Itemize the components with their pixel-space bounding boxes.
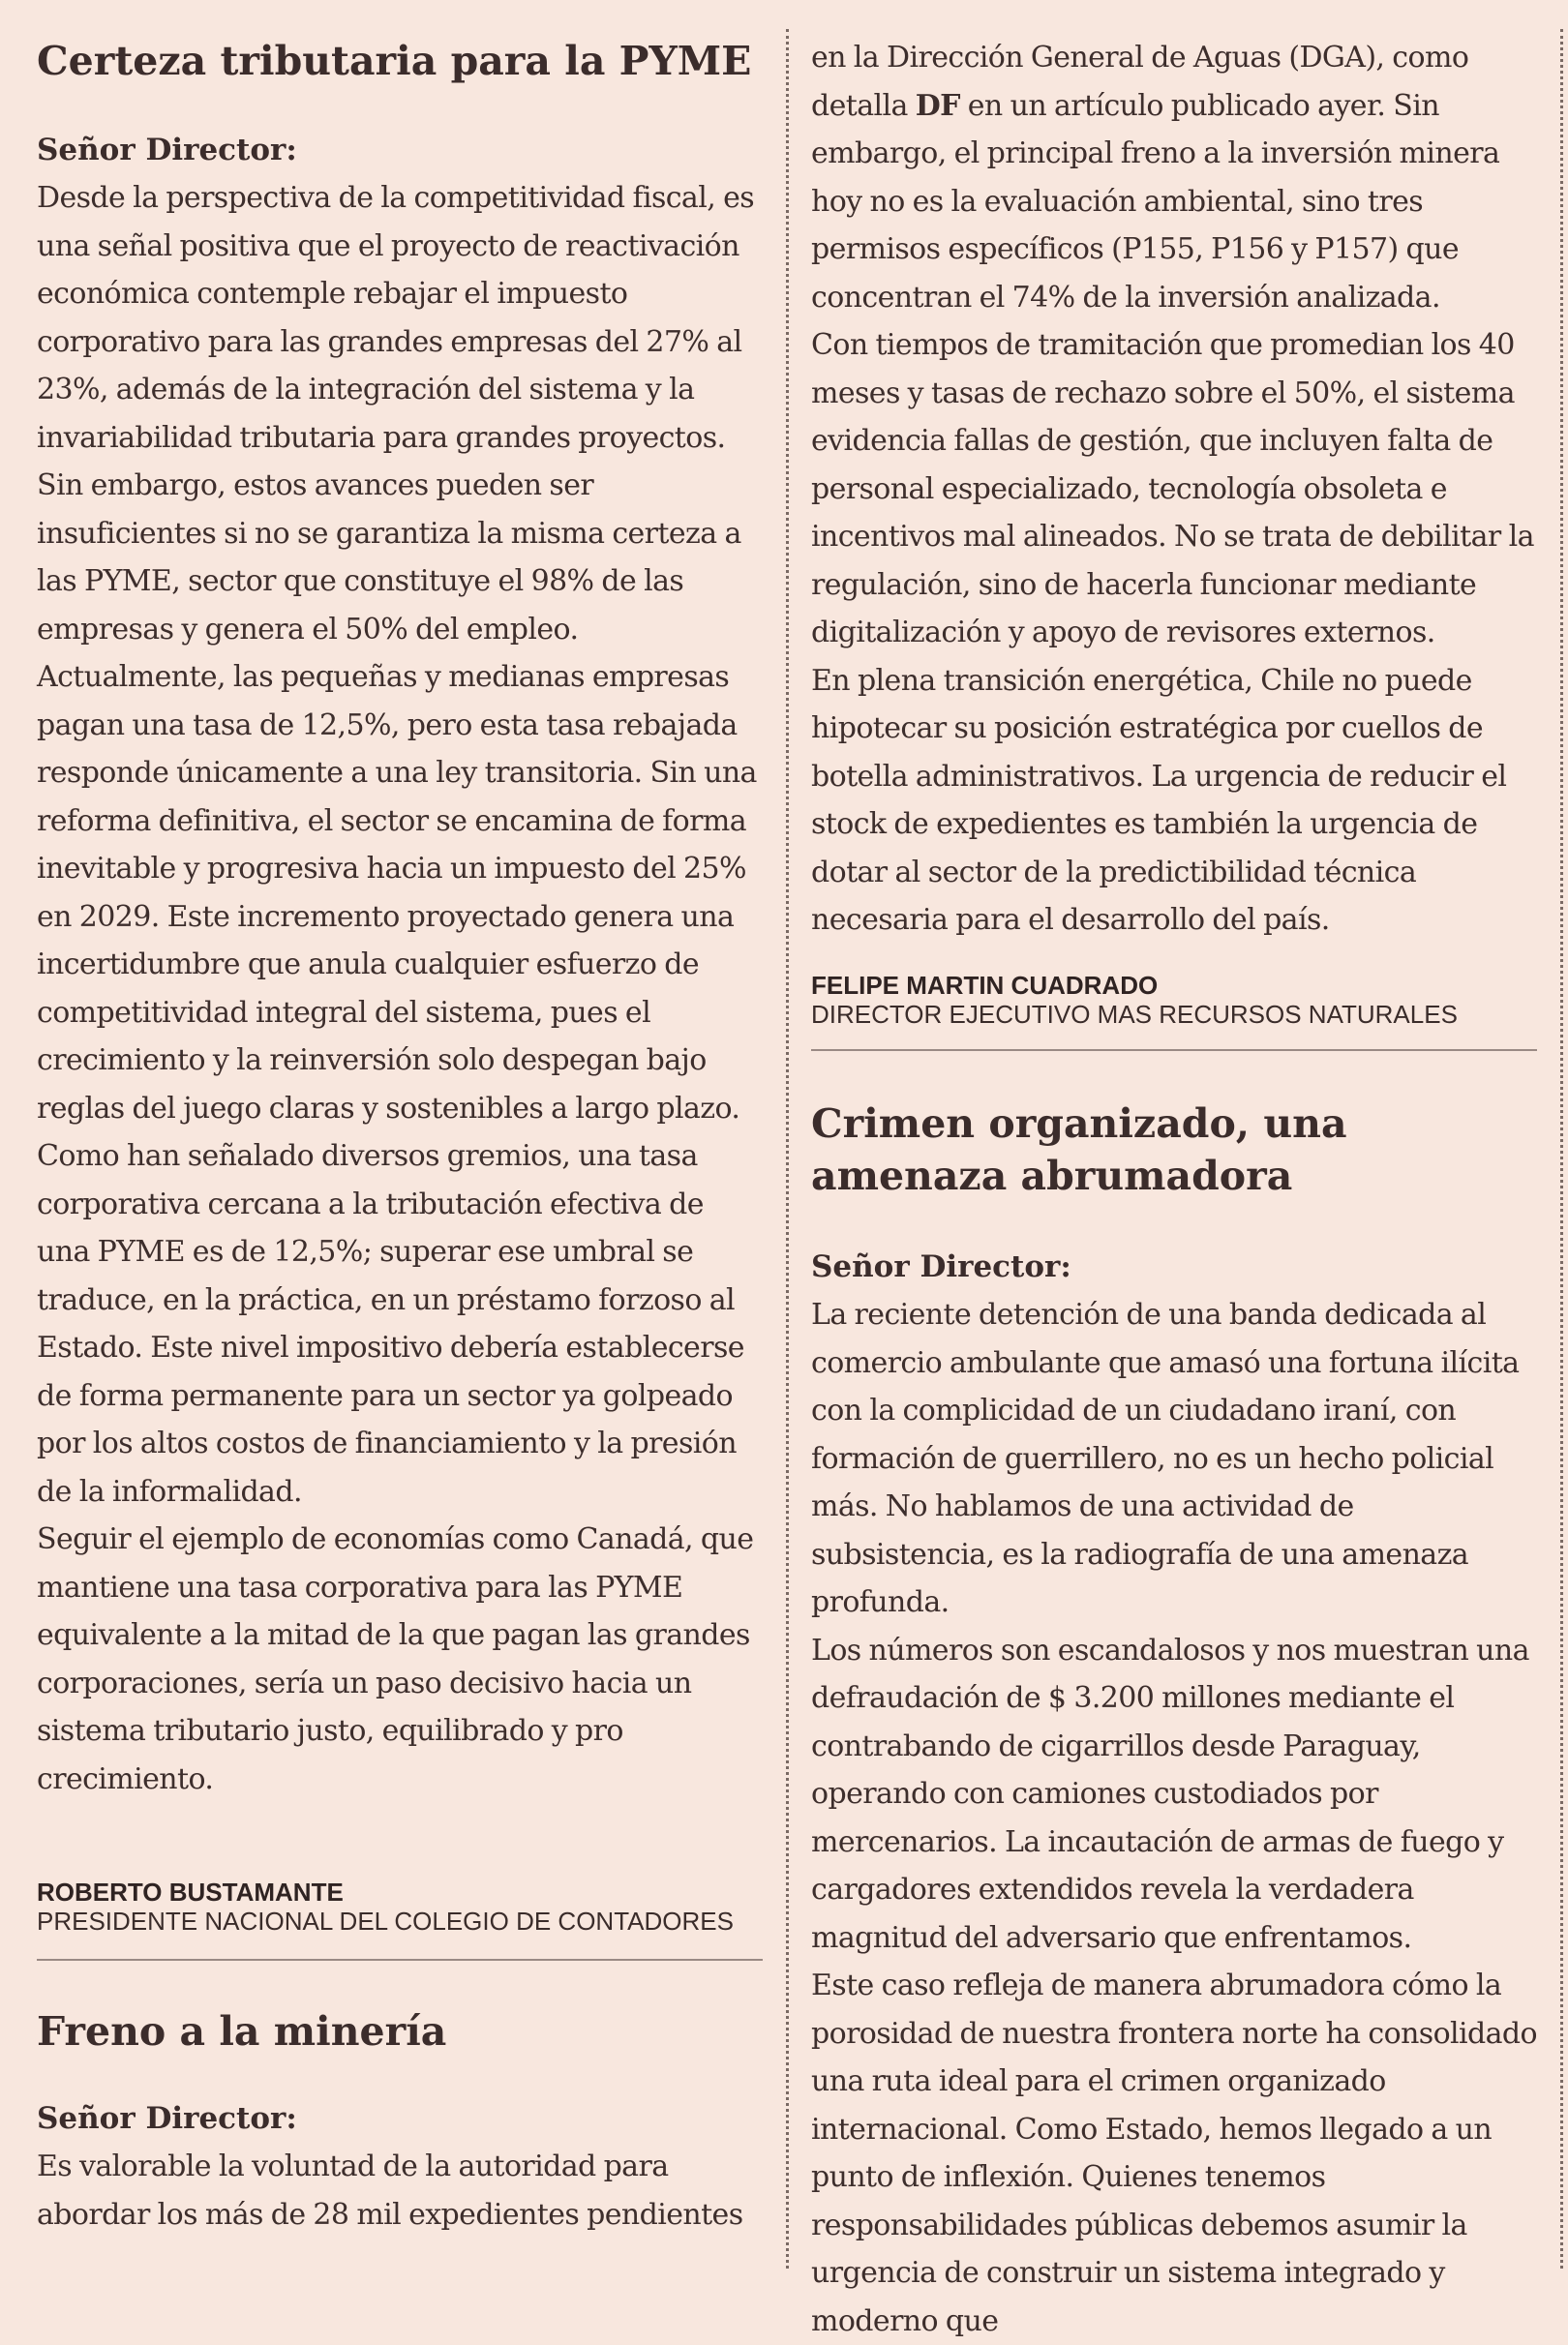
letter-2-intro-text: en un artículo publicado ayer. Sin embargo, el principal freno a la inversión minera hoy no es la evaluación ambiental, sino tres permisos específicos (P155, P156 y P157) que concentran el 74% de la inversión analizada. [811, 88, 1500, 315]
letter-1-paragraph: Desde la perspectiva de la competitividad fiscal, es una señal positiva que el proyecto de reactivación económica contemple rebajar el impuesto corporativo para las grandes empresas del 27% al 23%, además de la integración del sistema y la invariabilidad tributaria para grandes proyectos. Sin embargo, estos avances pueden ser insuficientes si no se garantiza la misma certeza a las PYME, sector que constituye el 98% de las empresas y genera el 50% del empleo. [37, 181, 755, 646]
letter-1-salutation: Señor Director: [37, 133, 297, 167]
letter-divider [37, 1959, 763, 1961]
letter-2-salutation: Señor Director: [37, 2101, 297, 2136]
letter-2-intro: Es valorable la voluntad de la autoridad para abordar los más de 28 mil expedientes pendientes [37, 2150, 743, 2232]
letter-2-author-role: DIRECTOR EJECUTIVO MAS RECURSOS NATURALES [811, 1000, 1458, 1029]
letter-3-title [811, 1097, 1537, 1202]
column-divider [786, 29, 789, 2269]
letter-1-paragraph: Como han señalado diversos gremios, una tasa corporativa cercana a la tributación efectiva de una PYME es de 12,5%; superar ese umbral se traduce, en la práctica, en un préstamo forzoso al Estado. Este nivel impositivo debería establecerse de forma permanente para un sector ya golpeado por los altos costos de financiamiento y la presión de la informalidad. [37, 1139, 744, 1509]
letter-1-author-role: PRESIDENTE NACIONAL DEL COLEGIO DE CONTADORES [37, 1907, 734, 1936]
column-right [811, 0, 1537, 2338]
column-left [37, 0, 763, 2288]
letter-2-paragraph: En plena transición energética, Chile no puede hipotecar su posición estratégica por cuellos de botella administrativos. La urgencia de reducir el stock de expedientes es también la urgencia de dotar al sector de la predictibilidad técnica necesaria para el desarrollo del país. [811, 663, 1507, 937]
letter-2-author: FELIPE MARTIN CUADRADO [811, 971, 1159, 1000]
letter-2-intro-text: en la Dirección General de Aguas (DGA), como detalla [811, 41, 1469, 123]
letter-1-paragraph: Seguir el ejemplo de economías como Canadá, que mantiene una tasa corporativa para las PYME equivalente a la mitad de la que pagan las grandes corporaciones, sería un paso decisivo hacia un sistema tributario justo, equilibrado y pro crecimiento. [37, 1522, 754, 1796]
letter-3-title-line: amenaza abrumadora [811, 1153, 1293, 1199]
letter-divider [811, 1049, 1537, 1051]
publication-mention: DF [915, 88, 960, 123]
letter-3-body [811, 1291, 1537, 2345]
letter-1-paragraph: Actualmente, las pequeñas y medianas empresas pagan una tasa de 12,5%, pero esta tasa rebajada responde únicamente a una ley transitoria. Sin una reforma definitiva, el sector se encamina de forma inevitable y progresiva hacia un impuesto del 25% en 2029. Este incremento proyectado genera una incertidumbre que anula cualquier esfuerzo de competitividad integral del sistema, pues el crecimiento y la reinversión solo despegan bajo reglas del juego claras y sostenibles a largo plazo. [37, 660, 757, 1126]
letter-1-body [37, 174, 763, 1803]
letter-2-title: Freno a la minería [37, 2008, 447, 2055]
letter-2-body-start [37, 2143, 763, 2239]
letter-3-paragraph: Este caso refleja de manera abrumadora cómo la porosidad de nuestra frontera norte ha consolidado una ruta ideal para el crimen organizado internacional. Como Estado, hemos llegado a un punto de inflexión. Quienes tenemos responsabilidades públicas debemos asumir la urgencia de construir un sistema integrado y moderno que [811, 1969, 1537, 2338]
letter-3-salutation: Señor Director: [811, 1249, 1071, 1284]
letter-1-author: ROBERTO BUSTAMANTE [37, 1878, 344, 1907]
letter-2-body-continued [811, 34, 1537, 945]
letter-2-paragraph: Con tiempos de tramitación que promedian los 40 meses y tasas de rechazo sobre el 50%, el sistema evidencia fallas de gestión, que incluyen falta de personal especializado, tecnología obsoleta e incentivos mal alineados. No se trata de debilitar la regulación, sino de hacerla funcionar mediante digitalización y apoyo de revisores externos. [811, 328, 1534, 649]
letter-3-paragraph: La reciente detención de una banda dedicada al comercio ambulante que amasó una fortuna ilícita con la complicidad de un ciudadano iraní, con formación de guerrillero, no es un hecho policial más. No hablamos de una actividad de subsistencia, es la radiografía de una amenaza profunda. [811, 1298, 1520, 1619]
letter-3-title-line: Crimen organizado, una [811, 1100, 1347, 1147]
page-edge-divider [1560, 29, 1563, 2269]
letter-3-paragraph: Los números son escandalosos y nos muestran una defraudación de $ 3.200 millones mediante el contrabando de cigarrillos desde Paraguay, operando con camiones custodiados por mercenarios. La incautación de armas de fuego y cargadores extendidos revela la verdadera magnitud del adversario que enfrentamos. [811, 1633, 1529, 1955]
letter-2-intro-continued [811, 34, 1537, 321]
letter-1-title: Certeza tributaria para la PYME [37, 38, 752, 84]
